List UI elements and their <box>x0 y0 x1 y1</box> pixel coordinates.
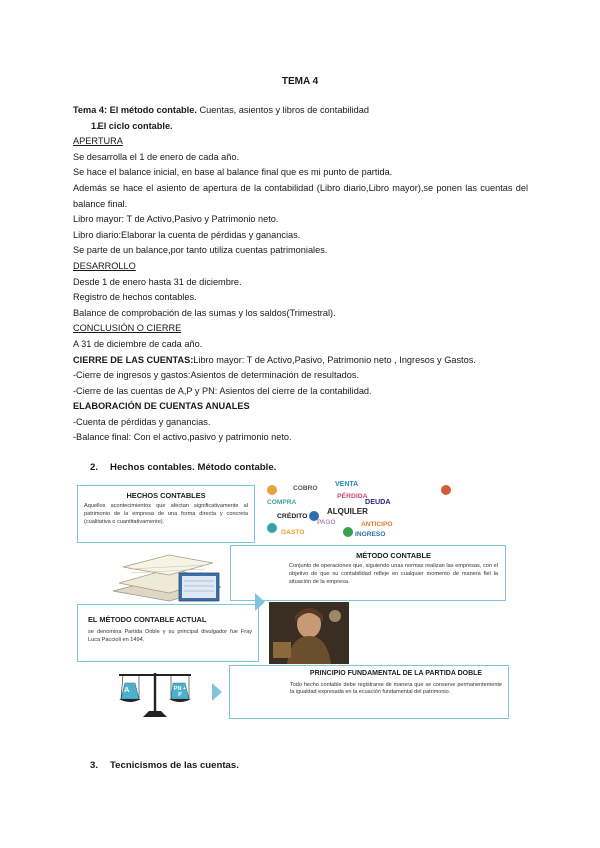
apertura-line: Se hace el balance inicial, en base al balance final que es mi punto de partida. <box>73 167 393 178</box>
hechos-contables-box <box>77 485 255 543</box>
scale-right-label: PN + P <box>173 686 187 698</box>
desarrollo-line: Registro de hechos contables. <box>73 292 197 303</box>
coin-icon <box>441 485 451 495</box>
section-3-heading <box>90 760 239 771</box>
apertura-line: Se desarrolla el 1 de enero de cada año. <box>73 151 240 162</box>
hechos-contables-text: Aquellos acontecimientos que afectan significativamente al patrimonio de la empresa de una forma directa y concreta (cualitativa o cuantitativamente). <box>84 503 248 525</box>
word-perdida: PÉRDIDA <box>337 493 368 500</box>
metodo-contable-text: Conjunto de operaciones que, siguiendo unas normas realizan las empresas, con el objetivo de que su contabilidad refleje en cualquier momento de manera fiel la situación de la empresa. <box>289 563 498 585</box>
conclusion-line: A 31 de diciembre de cada año. <box>73 338 203 349</box>
principio-text: Todo hecho contable debe registrarse de manera que se conserve permanentemente la igualdad expresada en la ecuación fundamental del patrimonio. <box>290 681 502 695</box>
conclusion-line: -Cierre de ingresos y gastos:Asientos de determinación de resultados. <box>73 370 359 381</box>
word-cloud <box>261 481 511 545</box>
principio-title: PRINCIPIO FUNDAMENTAL DE LA PARTIDA DOBLE <box>309 670 483 677</box>
intro-block <box>73 103 528 446</box>
scale-left-label: A <box>124 685 130 694</box>
word-ingreso: INGRESO <box>355 531 386 538</box>
metodo-actual-box <box>77 604 259 662</box>
word-deuda: DEUDA <box>365 497 391 506</box>
section-2-heading <box>90 462 276 473</box>
cierre-line <box>73 353 528 369</box>
principio-box <box>229 665 509 719</box>
metodo-actual-text: se denomina Partida Doble y su principal divulgador fue Fray Luca Paccioli en 1494. <box>88 629 252 643</box>
intro-label: Tema 4 <box>73 105 104 115</box>
section-1-number: 1. <box>91 120 99 131</box>
section-3-label: Tecnicismos de las cuentas. <box>110 760 239 771</box>
section-1-heading <box>73 119 528 135</box>
arrow-icon <box>255 593 265 611</box>
metodo-contable-title: MÉTODO CONTABLE <box>356 551 431 560</box>
coin-icon <box>343 527 353 537</box>
intro-bold: : El método contable. <box>103 105 197 115</box>
desarrollo-heading: DESARROLLO <box>73 260 136 271</box>
elaboracion-heading: ELABORACIÓN DE CUENTAS ANUALES <box>73 401 250 412</box>
section-2-label: Hechos contables. Método contable. <box>110 462 277 473</box>
desarrollo-line: Balance de comprobación de las sumas y los saldos(Trimestral). <box>73 307 336 318</box>
cierre-bold: CIERRE DE LAS CUENTAS: <box>73 354 194 365</box>
page-title: TEMA 4 <box>281 76 319 87</box>
word-anticipo: ANTICIPO <box>361 521 393 528</box>
luca-pacioli-portrait <box>269 602 349 664</box>
metodo-contable-infographic <box>73 481 511 721</box>
word-venta: VENTA <box>335 481 359 488</box>
metodo-actual-title: EL MÉTODO CONTABLE ACTUAL <box>88 615 207 624</box>
word-gasto: GASTO <box>281 529 305 536</box>
section-2-number: 2. <box>90 462 99 473</box>
arrow-icon <box>212 683 222 701</box>
word-cobro: COBRO <box>293 485 318 492</box>
word-alquiler: ALQUILER <box>327 507 368 516</box>
section-1-label: El ciclo contable. <box>97 120 173 131</box>
conclusion-line: -Balance final: Con el activo,pasivo y patrimonio neto. <box>73 432 292 443</box>
word-credito: CRÉDITO <box>277 513 308 520</box>
section-3-number: 3. <box>90 760 99 771</box>
conclusion-line: -Cuenta de pérdidas y ganancias. <box>73 416 211 427</box>
conclusion-line: -Cierre de las cuentas de A,P y PN: Asientos del cierre de la contabilidad. <box>73 385 372 396</box>
word-compra: COMPRA <box>267 499 297 506</box>
desarrollo-line: Desde 1 de enero hasta 31 de diciembre. <box>73 276 242 287</box>
apertura-heading: APERTURA <box>73 136 123 147</box>
word-pago: PAGO <box>317 519 336 526</box>
apertura-line: Libro diario:Elaborar la cuenta de pérdidas y ganancias. <box>73 229 301 240</box>
hechos-contables-title: HECHOS CONTABLES <box>126 491 206 500</box>
balance-scale-image <box>115 667 195 721</box>
apertura-line: Además se hace el asiento de apertura de la contabilidad (Libro diario,Libro mayor),se ponen las cuentas del balance final. <box>73 182 528 209</box>
apertura-line: Libro mayor: T de Activo,Pasivo y Patrimonio neto. <box>73 214 279 225</box>
cierre-rest: Libro mayor: T de Activo,Pasivo, Patrimonio neto , Ingresos y Gastos. <box>193 354 476 365</box>
metodo-contable-box <box>230 545 506 601</box>
intro-line <box>73 103 528 119</box>
apertura-line: Se parte de un balance,por tanto utiliza cuentas patrimoniales. <box>73 245 328 256</box>
coin-icon <box>267 523 277 533</box>
ledger-books-image <box>109 553 225 605</box>
coin-icon <box>267 485 277 495</box>
intro-rest: Cuentas, asientos y libros de contabilidad <box>196 105 370 115</box>
conclusion-heading: CONCLUSIÓN O CIERRE <box>73 323 182 334</box>
